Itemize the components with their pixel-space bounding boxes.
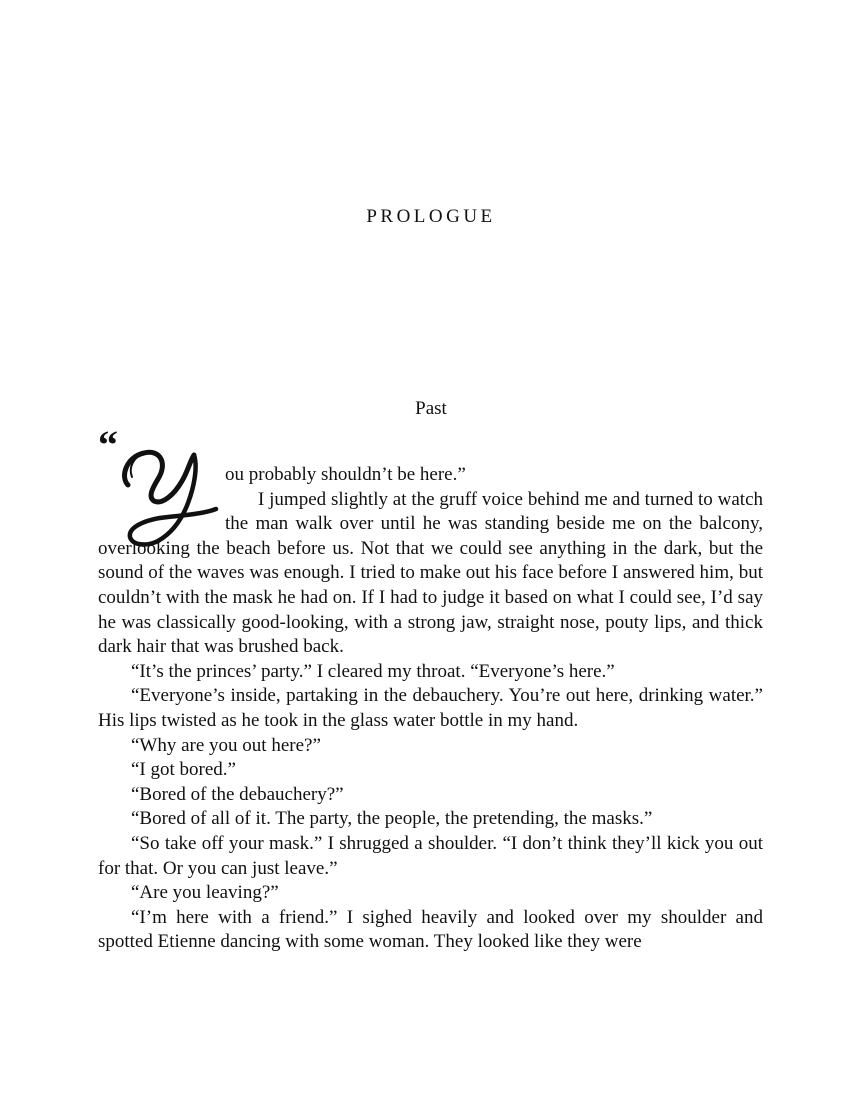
paragraph-10: “Are you leaving?”: [131, 882, 279, 904]
section-label: Past: [415, 398, 447, 419]
drop-cap-quote: “: [98, 422, 118, 467]
body-text: [98, 422, 763, 955]
paragraph-4: “Everyone’s inside, partaking in the debauchery. You’re out here, drinking water.” His lips twisted as he took in the glass water bottle in my hand.: [98, 685, 763, 731]
paragraph-3: “It’s the princes’ party.” I cleared my throat. “Everyone’s here.”: [131, 660, 615, 682]
paragraph-8: “Bored of all of it. The party, the people, the pretending, the masks.”: [131, 808, 653, 830]
chapter-heading: PROLOGUE: [366, 206, 496, 227]
drop-cap: [98, 422, 222, 535]
paragraph-6: “I got bored.”: [131, 759, 236, 781]
paragraph-11: “I’m here with a friend.” I sighed heavily and looked over my shoulder and spotted Etienne dancing with some woman. They looked like they were: [98, 906, 763, 953]
paragraph-2: I jumped slightly at the gruff voice behind me and turned to watch the man walk over until he was standing beside me on the balcony, overlooking the beach before us. Not that we could see anything in the dark, but the sound of the waves was enough. I tried to make out his face before I answered him, but couldn’t with the mask he had on. If I had to judge it based on what I could see, I’d say he was classically good-looking, with a strong jaw, straight nose, pouty lips, and thick dark hair that was brushed back.: [98, 488, 763, 658]
paragraph-9: “So take off your mask.” I shrugged a shoulder. “I don’t think they’ll kick you out for that. Or you can just leave.”: [98, 832, 763, 879]
paragraph-1: ou probably shouldn’t be here.”: [225, 464, 466, 485]
script-y-drop-cap-icon: [98, 437, 222, 547]
paragraph-7: “Bored of the debauchery?”: [131, 783, 344, 805]
paragraph-5: “Why are you out here?”: [131, 734, 321, 756]
